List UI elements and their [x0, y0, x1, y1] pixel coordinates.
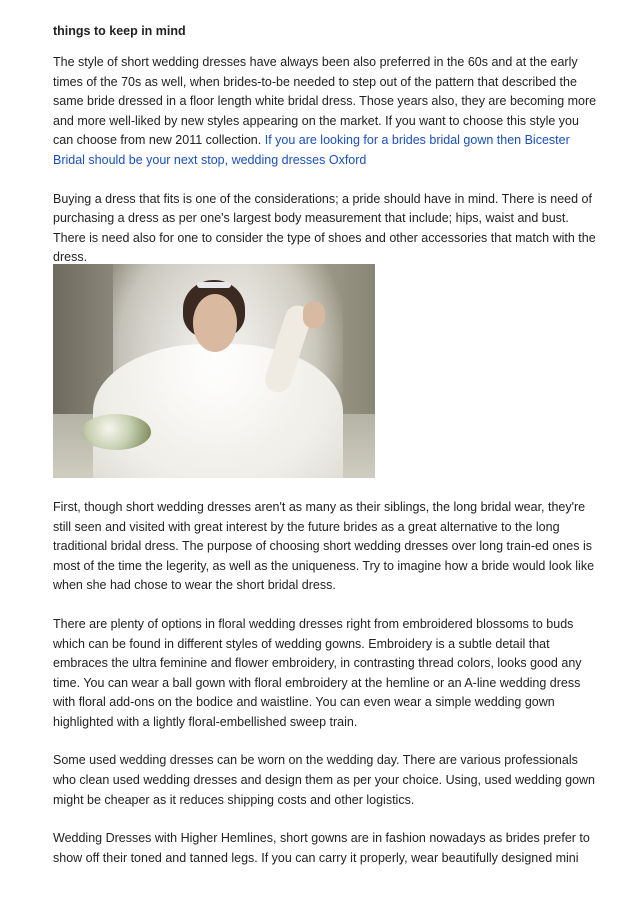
paragraph-3: First, though short wedding dresses aren't as many as their siblings, the long bridal wear, they're still seen and visited with great interest by the future brides as a great alternative to the long traditional bridal dress. The purpose of choosing short wedding dresses over long train-ed ones is most of the time the legerity, as well as the uniqueness. Try to imagine how a bride would look like when she had chose to wear the short bridal dress.	[53, 499, 595, 593]
paragraph-5: Some used wedding dresses can be worn on the wedding day. There are various professionals who clean used wedding dresses and design them as per your choice. Using, used wedding gown might be cheaper as it reduces shipping costs and other logistics.	[53, 753, 595, 807]
paragraph-4: There are plenty of options in floral wedding dresses right from embroidered blossoms to buds which can be found in different styles of wedding gowns. Embroidery is a subtle detail that embraces the ultra feminine and flower embroidery, in contrasting thread colors, looks good any time. You can wear a ball gown with floral embroidery at the hemline or an A-line wedding dress with floral add-ons on the bodice and waistline. You can even wear a simple wedding gown highlighted with a lightly floral-embellished sweep train.	[53, 616, 582, 729]
section-heading: things to keep in mind	[53, 24, 186, 38]
document-page	[53, 22, 598, 887]
paragraph-2: Buying a dress that fits is one of the considerations; a pride should have in mind. There is need of purchasing a dress as per one's largest body measurement that include; hips, waist and bust. There is need also for one to consider the type of shoes and other accessories that match with the dress.	[53, 191, 596, 265]
paragraph-1	[53, 53, 598, 171]
bride-photo	[53, 264, 375, 478]
bicester-bridal-link[interactable]: If you are looking for a brides bridal gown then Bicester Bridal should be your next stop, wedding dresses Oxford	[53, 133, 570, 167]
paragraph-6: Wedding Dresses with Higher Hemlines, short gowns are in fashion nowadays as brides prefer to show off their toned and tanned legs. If you can carry it properly, wear beautifully designed mini	[53, 831, 590, 865]
paragraph-1-text: The style of short wedding dresses have always been also preferred in the 60s and at the early times of the 70s as well, when brides-to-be needed to step out of the pattern that described the same bride dressed in a floor length white bridal dress. Those years also, they are becoming more and more well-liked by new styles appearing on the market. If you want to choose this style you can choose from new 2011 collection.	[53, 55, 597, 148]
